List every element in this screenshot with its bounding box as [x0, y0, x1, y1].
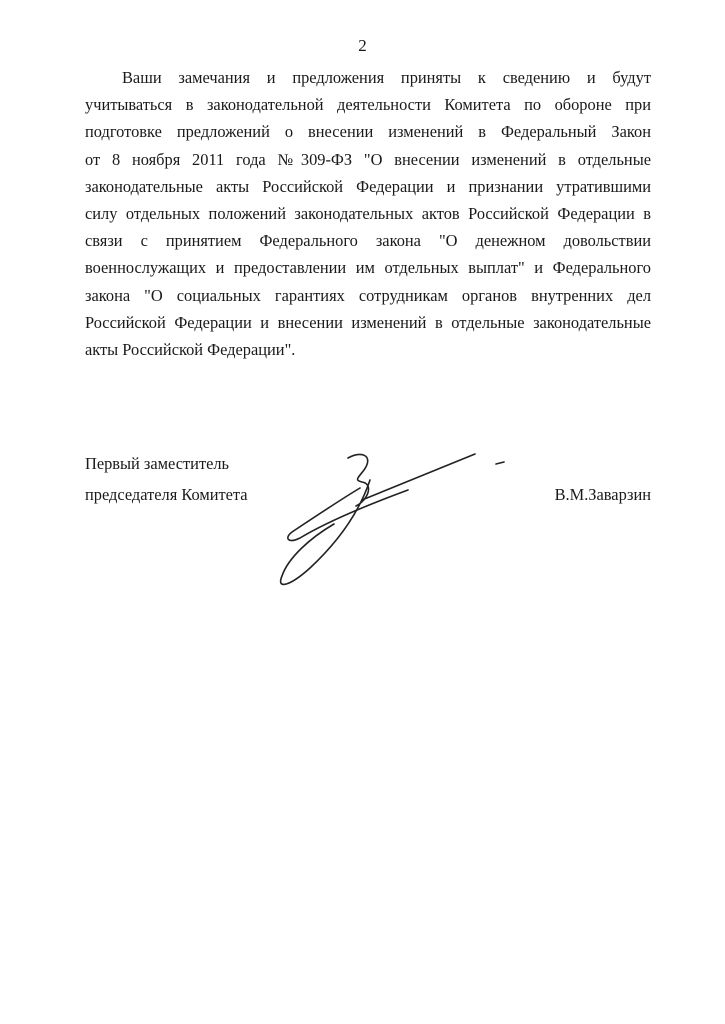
- paragraph-line: связи с принятием Федерального закона "О денежном довольствии: [85, 231, 651, 251]
- paragraph-line: силу отдельных положений законодательных актов Российской Федерации в: [85, 203, 651, 223]
- signatory-title: [85, 448, 248, 510]
- paragraph-line: военнослужащих и предоставлении им отдельных выплат" и Федерального: [85, 258, 651, 278]
- signatory-title-line: председателя Комитета: [85, 485, 248, 504]
- paragraph-line: от 8 ноября 2011 года №309-ФЗ "О внесении изменений в отдельные: [85, 149, 651, 169]
- paragraph-line: акты Российской Федерации".: [85, 339, 296, 359]
- paragraph-line: Ваши замечания и предложения приняты к сведению и будут: [122, 68, 651, 87]
- letter-body: [85, 64, 651, 363]
- paragraph-line: подготовке предложений о внесении изменений в Федеральный Закон: [85, 122, 651, 142]
- paragraph-line: Российской Федерации и внесении изменений в отдельные законодательные: [85, 312, 651, 332]
- signatory-name: В.М.Заварзин: [554, 485, 651, 504]
- paragraph-line: законодательные акты Российской Федерации и признании утратившими: [85, 176, 651, 196]
- handwritten-signature: [270, 440, 520, 600]
- paragraph-line: учитываться в законодательной деятельности Комитета по обороне при: [85, 95, 651, 115]
- paragraph-line: закона "О социальных гарантиях сотрудникам органов внутренних дел: [85, 285, 651, 305]
- page-number: 2: [358, 36, 367, 55]
- signatory-title-line: Первый заместитель: [85, 454, 230, 473]
